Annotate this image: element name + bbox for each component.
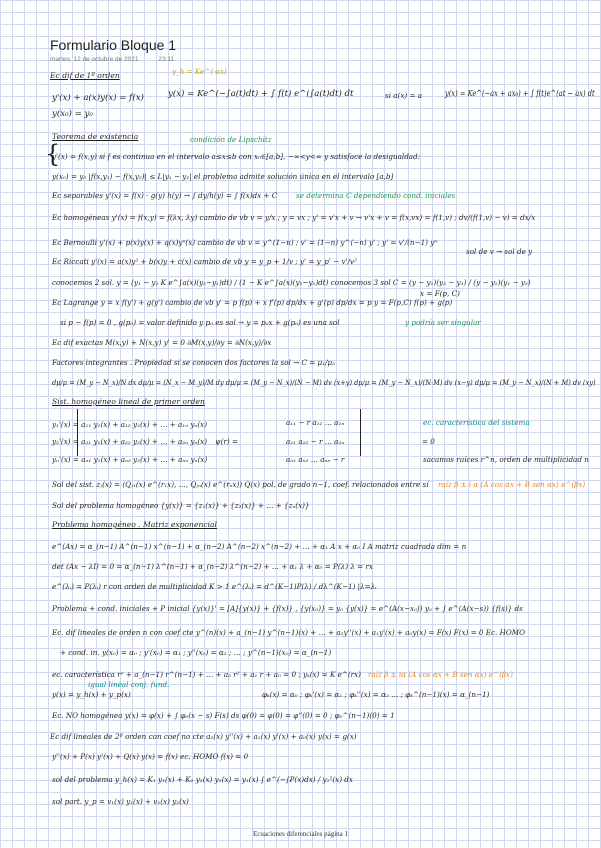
note-line: + cond. in. y(x₀) = α₀ ; y'(x₀) = α₁ ; y''(x₀) = α₂ ; … ; y^(n−1)(x₀) = α_(n−1)	[60, 648, 332, 657]
note-line: ec. característica del sistema	[423, 418, 530, 427]
note-line: a₁₁ − r a₁₂ … a₁ₙ	[286, 418, 345, 427]
note-line: sol part. y_p = v₁(x) y₁(x) + v₂(x) y₂(x)	[52, 797, 189, 806]
note-line: y_h = Ke^(-ax)	[172, 67, 227, 76]
note-line: dμ/μ = (M_y − N_x)/N dx dμ/μ = (N_x − M_y)/M dy dμ/μ = (M_y − N_x)/(N − M) dv (x+y) dμ/μ = (M_y − N_x)/(N·M) dv (x−y) dμ/μ = (M_y − N_x)/(N + M) dv (xy)	[52, 378, 596, 387]
note-line: y'(x) + a(x)y(x) = f(x)	[52, 93, 144, 103]
note-line: Ec dif lineales de 2º orden con coef no cte a₂(x) y''(x) + a₁(x) y'(x) + a₀(x) y(x) = g(x)	[50, 732, 357, 741]
note-line: y podría ser singular	[405, 318, 481, 327]
page-title: Formulario Bloque 1	[50, 37, 177, 53]
note-line: sacamos raíces r^n, orden de multiplicidad n	[423, 455, 589, 464]
note-line: Ec Riccati y'(x) = a(x)y² + b(x)y + c(x) cambio de vb y = y_p + 1/v ; y' = y_p' − v'/v²	[52, 257, 357, 266]
note-line: y(x₀) = y₀ |f(x,y₁) − f(x,y₂)| ≤ L|y₁ − y₂| el problema admite solución única en el intervalo [a,b]	[52, 172, 394, 181]
note-line: Ec. NO homogénea y(x) = φ(x) + ∫ φ₀(x − s) F(s) ds φ(0) = φ(0) = φ''(0) = 0 ; φ₀^(n−1)(0) = 1	[52, 711, 395, 720]
note-line: Ec separables y'(x) = f(x) · g(y) h(y) → ∫ dy/h(y) = ∫ f(x)dx + C	[52, 191, 278, 200]
note-line: raíz β ± iα (A cos αx + B sen αx) e^(βx)	[368, 670, 513, 679]
note-line: Problema homogéneo . Matriz exponencial	[52, 520, 217, 529]
note-line: y(x) = Ke^(−∫a(t)dt) + ∫ f(t) e^(∫a(t)dt) dt	[168, 89, 354, 99]
note-line: yₙ'(x) = aₙ₁ y₁(x) + aₙ₂ y₂(x) + … + aₙₙ yₙ(x)	[52, 455, 208, 464]
note-line: y₂'(x) = a₂₁ y₁(x) + a₂₂ y₂(x) + … + a₂ₙ yₙ(x)	[52, 437, 208, 446]
page-footer: Ecuaciones diferenciales página 1	[252, 830, 349, 838]
note-line: Factores integrantes . Propiedad si se conocen dos factores la sol → C = μ₁/μ₂	[52, 358, 336, 367]
system-brace-icon: {	[45, 140, 61, 168]
note-line: Teorema de existencia	[52, 132, 139, 141]
note-line: Problema + cond. iniciales + P inicial {y(x)}' = [A]{y(x)} + {f(x)} , {y(x₀)} = y₀ {y(x)} = e^(A(x−x₀)) y₀ + ∫ e^(A(x−s)) {f(s)} ds	[52, 604, 523, 613]
note-line: ψ(r) =	[215, 437, 238, 446]
note-line: φₖ(x) = α₀ ; φₖ'(x) = α₁ ; φₖ''(x) = α₂ … ; φₖ^(n−1)(x) = α_(n−1)	[262, 690, 490, 699]
note-line: Ec Bernoulli y'(x) + p(x)y(x) + q(x)yⁿ(x) cambio de vb v = y^(1−n) ; v' = (1−n) y^(−n) y' ; y' = v'/(n−1) yⁿ	[52, 238, 438, 247]
note-line: si p − f(p) = 0 , g(p₀) = valor definido y p₀ es sol → y = p₀x + g(p₀) es una sol	[60, 318, 340, 327]
note-line: a₂₁ a₂₂ − r … a₂ₙ	[286, 437, 345, 446]
note-line: Ec. dif lineales de orden n con coef cte y^(n)(x) + a_(n−1) y^(n−1)(x) + … + a₂y''(x) + a₁y'(x) + a₀y(x) = F(x) F(x) = 0 Ec. HOMO	[52, 628, 526, 637]
note-line: aₙ₁ aₙ₂ … aₙₙ − r	[286, 455, 345, 464]
note-line: Ec homogéneas y'(x) = f(x,y) = f(λx, λy) cambio de vb v = y/x ; y = vx ; y' = v'x + v → v'x + v = f(x,vx) = f(1,v) ; dv/(f(1,v) − v) = dx/x	[52, 213, 536, 222]
note-line: sol del problema y_h(x) = K₁ y₁(x) + K₂ y₂(x) y₂(x) = y₁(x) ∫ e^(−∫P(x)dx) / y₁²(x) dx	[52, 775, 353, 784]
note-line: raíz β ± i α (A cos αx + B sen αx) e^(βx)	[438, 480, 586, 489]
note-line: se determina C dependiendo cond. iniciales	[296, 191, 456, 200]
note-line: y(x) = Ke^(−ax + ax₀) + ∫ f(t)e^(at − ax) dt	[445, 89, 595, 99]
note-line: y₁'(x) = a₁₁ y₁(x) + a₁₂ y₂(x) + … + a₁ₙ yₙ(x)	[52, 420, 208, 429]
note-line: si a(x) = a	[385, 91, 423, 100]
note-line: y''(x) + P(x) y'(x) + Q(x) y(x) = f(x) ec. HOMO f(x) = 0	[52, 752, 249, 761]
note-line: x = F(p, C)	[420, 289, 460, 298]
note-line: ec. característica rⁿ + a_(n−1) r^(n−1) + … + a₂ r² + a₁ r + a₀ = 0 ; yₖ(x) = K e^(rx)	[52, 670, 361, 679]
note-line: Sol del problema homogéneo {y(x)} = {z₁(x)} + {z₂(x)} + … + {zₙ(x)}	[52, 501, 310, 510]
note-line: Ec dif exactas M(x,y) + N(x,y) y' = 0 ∂M(x,y)/∂y = ∂N(x,y)/∂x	[52, 338, 272, 347]
note-line: y(x₀) = y₀	[52, 109, 93, 119]
note-line: Ec Lagrange y = x f(y') + g(y') cambio de vb y' = p f(p) + x f'(p) dp/dx + g'(p) dp/dx = p y = F(p,C) f(p) + g(p)	[52, 298, 453, 307]
note-line: e^(Ax) = α_(n−1) A^(n−1) x^(n−1) + α_(n−2) A^(n−2) x^(n−2) + … + α₁ A x + α₀ I A matriz cuadrada dim = n	[52, 542, 467, 551]
note-line: igual lineal conj. fund.	[88, 680, 170, 689]
note-line: Ec dif de 1º orden	[50, 71, 120, 80]
note-line: Sist. homogéneo lineal de primer orden	[52, 397, 205, 406]
note-line: y'(x) = f(x,y) si f es continua en el intervalo a≤x≤b con x₀∈[a,b], −∞<y<∞ y satisface la desigualdad:	[52, 152, 421, 161]
note-line: e^(λᵢ) = P(λᵢ) r con orden de multiplicidad K > 1 e^(λᵢ) = d^(K−1)P(λ) / dλ^(K−1) |λ=λᵢ	[52, 582, 377, 591]
note-line: y(x) = y_h(x) + y_p(x)	[52, 690, 131, 699]
note-line: sol de v → sol de y	[466, 247, 533, 256]
page-timestamp	[50, 56, 174, 63]
note-line: condición de Lipschitz	[190, 135, 272, 144]
note-line: det (Ax − λI) = 0 = α_(n−1) λ^(n−1) + α_(n−2) λ^(n−2) + … + α₁ λ + α₀ = P(λ) λ = rx	[52, 562, 373, 571]
page-date: martes, 12 de octubre de 2021	[50, 56, 139, 63]
note-line: conocemos 2 sol. y = (y₁ − y₂ K e^∫a(x)(y₂−y₁)dt) / (1 − K e^∫a(x)(y₂−y₁)dt) conocemos 3 sol C = (y − y₁)(y₂ − y₃) / (y − y₂)(y₁ − y₃)	[52, 278, 531, 287]
determinant-bars	[77, 409, 361, 456]
note-line: = 0	[422, 437, 435, 446]
note-line: Sol del sist. zⱼ(x) = (Qⱼ₁(x) e^(r₁x), …, Qⱼₙ(x) e^(rₙx)) Q(x) pol. de grado n−1, coef. relacionados entre sí	[52, 480, 429, 489]
page-time: 23:11	[158, 56, 175, 63]
